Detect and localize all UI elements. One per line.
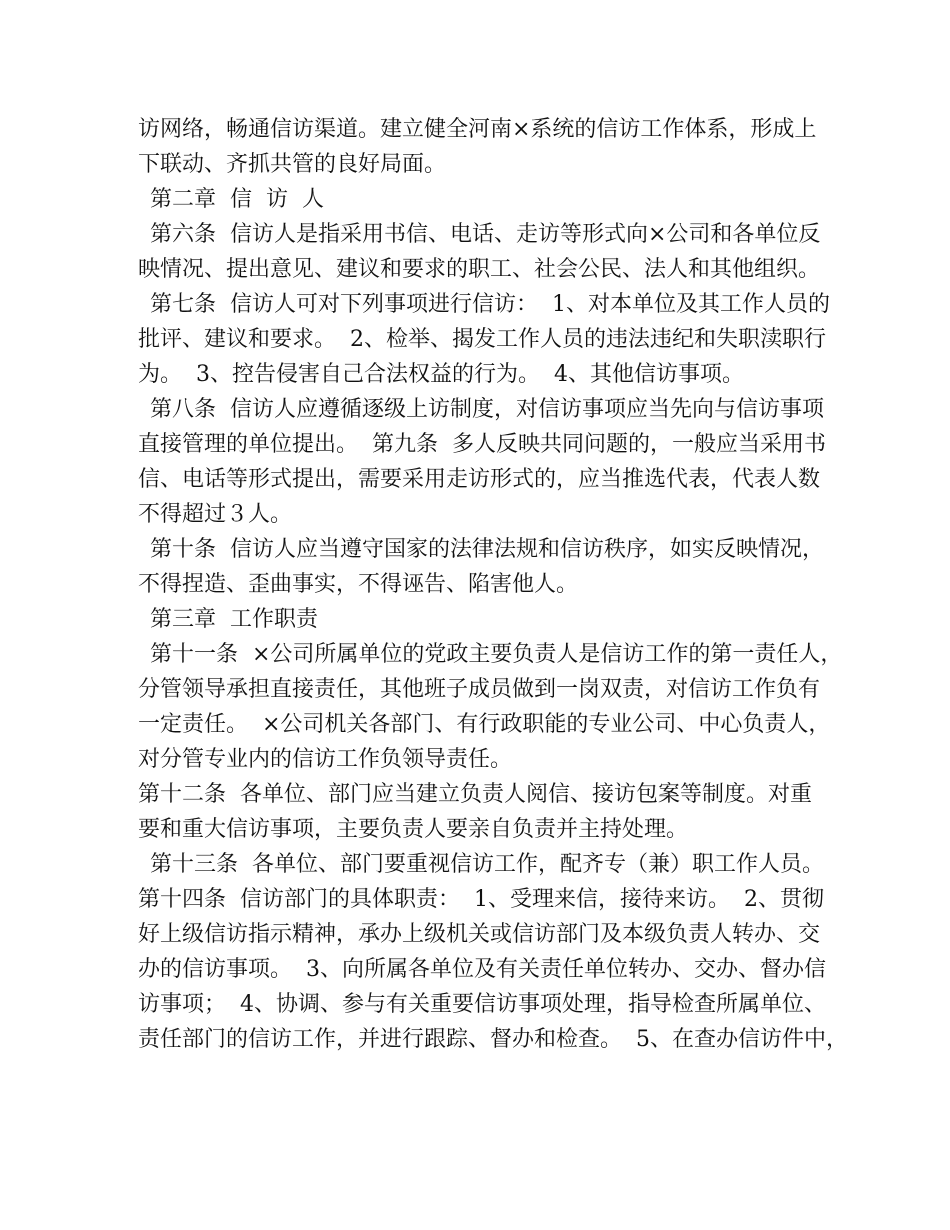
chapter-heading: 第三章 工作职责	[150, 607, 318, 632]
text-line: 一定责任。 ×公司机关各部门、有行政职能的专业公司、中心负责人，	[138, 712, 831, 737]
text-line: 访网络，畅通信访渠道。建立健全河南×系统的信访工作体系，形成上	[138, 117, 817, 142]
text-line: 直接管理的单位提出。 第九条 多人反映共同问题的，一般应当采用书	[138, 432, 826, 457]
article-line: 第十一条 ×公司所属单位的党政主要负责人是信访工作的第一责任人，	[150, 642, 843, 667]
article-line: 第八条 信访人应遵循逐级上访制度，对信访事项应当先向与信访事项	[150, 397, 824, 422]
text-line: 不得捏造、歪曲事实，不得诬告、陷害他人。	[138, 572, 579, 597]
text-line: 不得超过３人。	[138, 502, 293, 527]
article-line: 第六条 信访人是指采用书信、电话、走访等形式向×公司和各单位反	[150, 222, 821, 247]
article-line: 第十三条 各单位、部门要重视信访工作，配齐专（兼）职工作人员。	[150, 852, 824, 877]
article-line: 第十二条 各单位、部门应当建立负责人阅信、接访包案等制度。对重	[138, 782, 812, 807]
text-line: 办的信访事项。 3、向所属各单位及有关责任单位转办、交办、督办信	[138, 957, 826, 982]
text-line: 信、电话等形式提出，需要采用走访形式的，应当推选代表，代表人数	[138, 467, 821, 492]
article-line: 第十四条 信访部门的具体职责： 1、受理来信，接待来访。 2、贯彻	[138, 887, 824, 912]
text-line: 好上级信访指示精神，承办上级机关或信访部门及本级负责人转办、交	[138, 922, 821, 947]
document-body	[138, 112, 848, 1057]
text-line: 责任部门的信访工作，并进行跟踪、督办和检查。 5、在查办信访件中，	[138, 1027, 848, 1052]
text-line: 批评、建议和要求。 2、检举、揭发工作人员的违法违纪和失职渎职行	[138, 327, 826, 352]
text-line: 为。 3、控告侵害自己合法权益的行为。 4、其他信访事项。	[138, 362, 744, 387]
chapter-heading: 第二章 信 访 人	[150, 187, 324, 212]
text-line: 访事项； 4、协调、参与有关重要信访事项处理，指导检查所属单位、	[138, 992, 826, 1017]
text-line: 要和重大信访事项，主要负责人要亲自负责并主持处理。	[138, 817, 689, 842]
text-line: 映情况、提出意见、建议和要求的职工、社会公民、法人和其他组织。	[138, 257, 821, 282]
text-line: 对分管专业内的信访工作负领导责任。	[138, 747, 513, 772]
article-line: 第七条 信访人可对下列事项进行信访： 1、对本单位及其工作人员的	[150, 292, 830, 317]
article-line: 第十条 信访人应当遵守国家的法律法规和信访秩序，如实反映情况，	[150, 537, 824, 562]
text-line: 分管领导承担直接责任，其他班子成员做到一岗双责，对信访工作负有	[138, 677, 821, 702]
text-line: 下联动、齐抓共管的良好局面。	[138, 152, 447, 177]
